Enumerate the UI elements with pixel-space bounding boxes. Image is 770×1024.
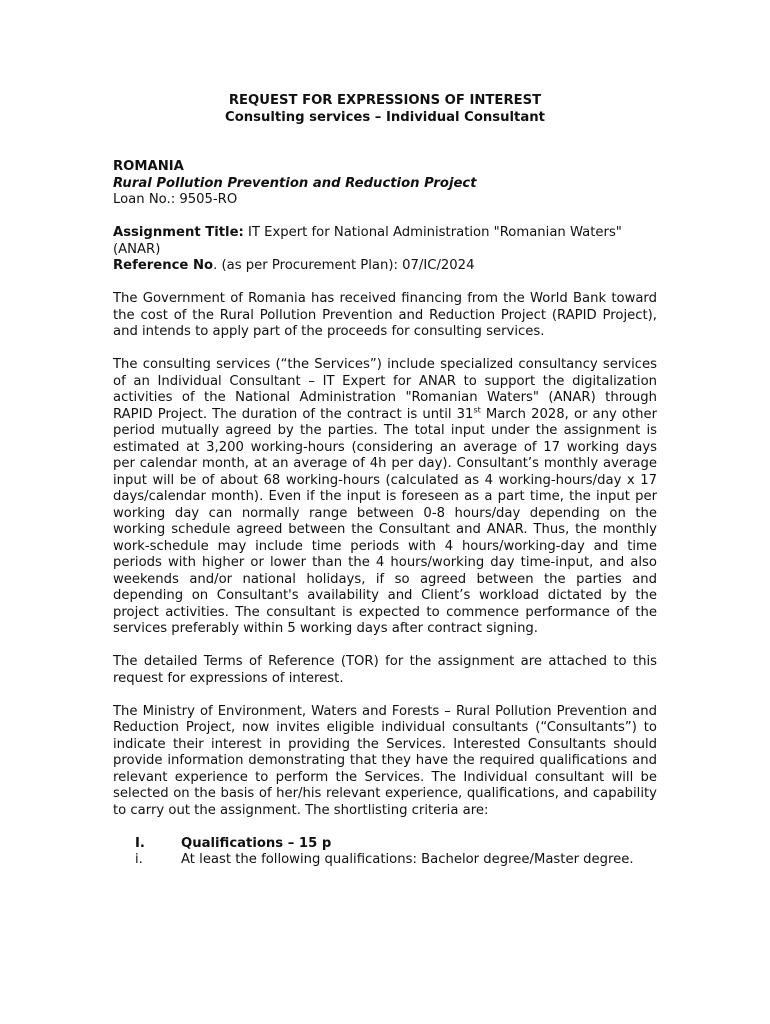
loan-number: Loan No.: 9505-RO (113, 192, 238, 207)
paragraph-financing: The Government of Romania has received financing from the World Bank toward the cost of the Rural Pollution Prevention and Reduction Project (RAPID Project), and intends to apply part of the proceeds for consulting services. (113, 291, 657, 339)
spacer (113, 209, 657, 226)
criteria-item-text: At least the following qualifications: Bachelor degree/Master degree. (181, 852, 634, 867)
paragraph-services (113, 357, 657, 638)
criteria-item-number: i. (135, 852, 143, 867)
spacer (113, 819, 657, 836)
criteria-item (113, 852, 657, 869)
criteria-section-number: I. (135, 835, 145, 851)
assignment-block (113, 225, 657, 275)
country-name: ROMANIA (113, 159, 184, 174)
spacer (113, 341, 657, 358)
spacer (113, 126, 657, 159)
reference-label: Reference No (113, 258, 214, 273)
criteria-section-heading (113, 836, 657, 853)
paragraph-tor: The detailed Terms of Reference (TOR) for the assignment are attached to this request for expressions of interest. (113, 654, 657, 686)
spacer (113, 638, 657, 655)
paragraph-services-part2: March 2028, or any other period mutually agreed by the parties. The total input under the assignment is estimated at 3,200 working-hours (considering an average of 17 working days per calendar month, at an average of 4h per day). Consultant’s monthly average input will be of about 68 working-hours (calculated as 4 working-hours/day x 17 days/calendar month). Even if the input is foreseen as a part time, the input per working day can normally range between 0-8 hours/day depending on the working schedule agreed between the Consultant and ANAR. Thus, the monthly work-schedule may include time periods with 4 hours/working-day and time periods with higher or lower than the 4 hours/working day time-input, and also weekends and/or national holidays, if so agreed between the parties and depending on Consultant's availability and Client’s workload dictated by the project activities. The consultant is expected to commence performance of the services preferably within 5 working days after contract signing. (113, 406, 658, 636)
reference-value: . (as per Procurement Plan): 07/IC/2024 (213, 258, 475, 273)
assignment-title-label: Assignment Title: (113, 225, 244, 240)
assignment-title-value: IT Expert for National Administration "Romanian Waters" (ANAR) (113, 225, 622, 257)
project-block (113, 159, 657, 209)
document-title: REQUEST FOR EXPRESSIONS OF INTEREST (228, 93, 542, 108)
document-header (113, 93, 657, 126)
spacer (113, 687, 657, 704)
paragraph-invitation: The Ministry of Environment, Waters and Forests – Rural Pollution Prevention and Reduction Project, now invites eligible individual consultants (“Consultants”) to indicate their interest in providing the Services. Interested Consultants should provide information demonstrating that they have the required qualifications and relevant experience to perform the Services. The Individual consultant will be selected on the basis of her/his relevant experience, qualifications, and capability to carry out the assignment. The shortlisting criteria are: (113, 703, 657, 818)
paragraph-services-part1: The consulting services (“the Services”) include specialized consultancy services of an Individual Consultant – IT Expert for ANAR to support the digitalization activities of the National Administration "Romanian Waters" (ANAR) through RAPID Project. The duration of the contract is until 31 (113, 357, 657, 422)
document-content (113, 93, 657, 869)
project-name: Rural Pollution Prevention and Reduction Project (113, 175, 477, 191)
document-subtitle: Consulting services – Individual Consultant (225, 109, 545, 125)
assignment-title-line (113, 225, 657, 258)
criteria-section-title: Qualifications – 15 p (181, 835, 332, 851)
spacer (113, 275, 657, 292)
reference-line (113, 258, 657, 275)
ordinal-suffix: st (473, 405, 481, 415)
